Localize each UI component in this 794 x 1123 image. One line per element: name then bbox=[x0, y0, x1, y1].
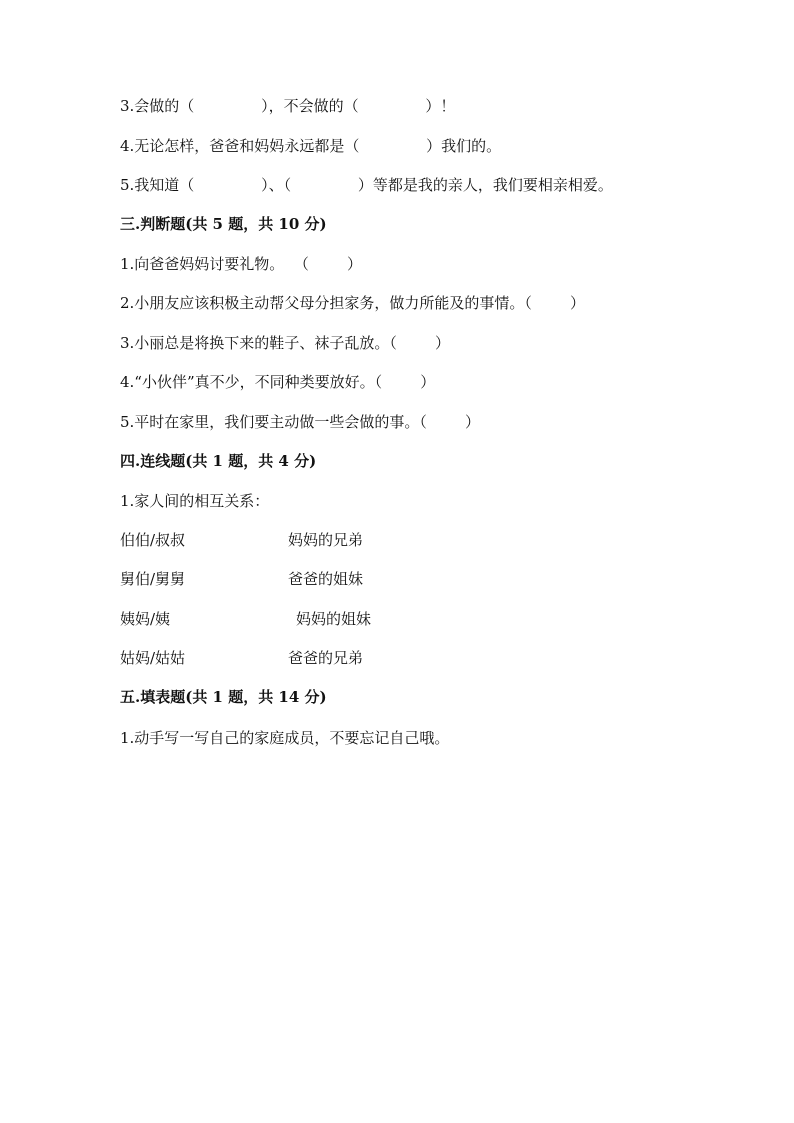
match-right-2: 爸爸的姐妹 bbox=[288, 570, 364, 588]
section-title-matching: 四.连线题(共 1 题，共 4 分) bbox=[120, 452, 317, 470]
section-title-table: 五.填表题(共 1 题，共 14 分) bbox=[120, 688, 327, 706]
judgment-item-3: 3.小丽总是将换下来的鞋子、袜子乱放。（ ） bbox=[120, 334, 450, 352]
table-question: 1.动手写一写自己的家庭成员，不要忘记自己哦。 bbox=[120, 729, 450, 747]
fill-item-3: 3.会做的（ ），不会做的（ ）！ bbox=[120, 97, 456, 115]
match-right-1: 妈妈的兄弟 bbox=[288, 531, 364, 549]
match-left-3: 姨妈/姨 bbox=[120, 610, 171, 628]
fill-item-4: 4.无论怎样，爸爸和妈妈永远都是（ ）我们的。 bbox=[120, 137, 502, 155]
match-right-3: 妈妈的姐妹 bbox=[296, 610, 372, 628]
judgment-item-5: 5.平时在家里，我们要主动做一些会做的事。（ ） bbox=[120, 413, 480, 431]
match-left-1: 伯伯/叔叔 bbox=[120, 531, 186, 549]
matching-question: 1.家人间的相互关系： bbox=[120, 492, 270, 510]
judgment-item-1: 1.向爸爸妈妈讨要礼物。 （ ） bbox=[120, 255, 362, 273]
fill-item-5: 5.我知道（ ）、（ ）等都是我的亲人，我们要相亲相爱。 bbox=[120, 176, 613, 194]
match-left-2: 舅伯/舅舅 bbox=[120, 570, 186, 588]
judgment-item-2: 2.小朋友应该积极主动帮父母分担家务，做力所能及的事情。（ ） bbox=[120, 294, 585, 312]
match-right-4: 爸爸的兄弟 bbox=[288, 649, 364, 667]
section-title-judgment: 三.判断题(共 5 题，共 10 分) bbox=[120, 215, 327, 233]
match-left-4: 姑妈/姑姑 bbox=[120, 649, 186, 667]
judgment-item-4: 4.“小伙伴”真不少，不同种类要放好。（ ） bbox=[120, 373, 436, 391]
